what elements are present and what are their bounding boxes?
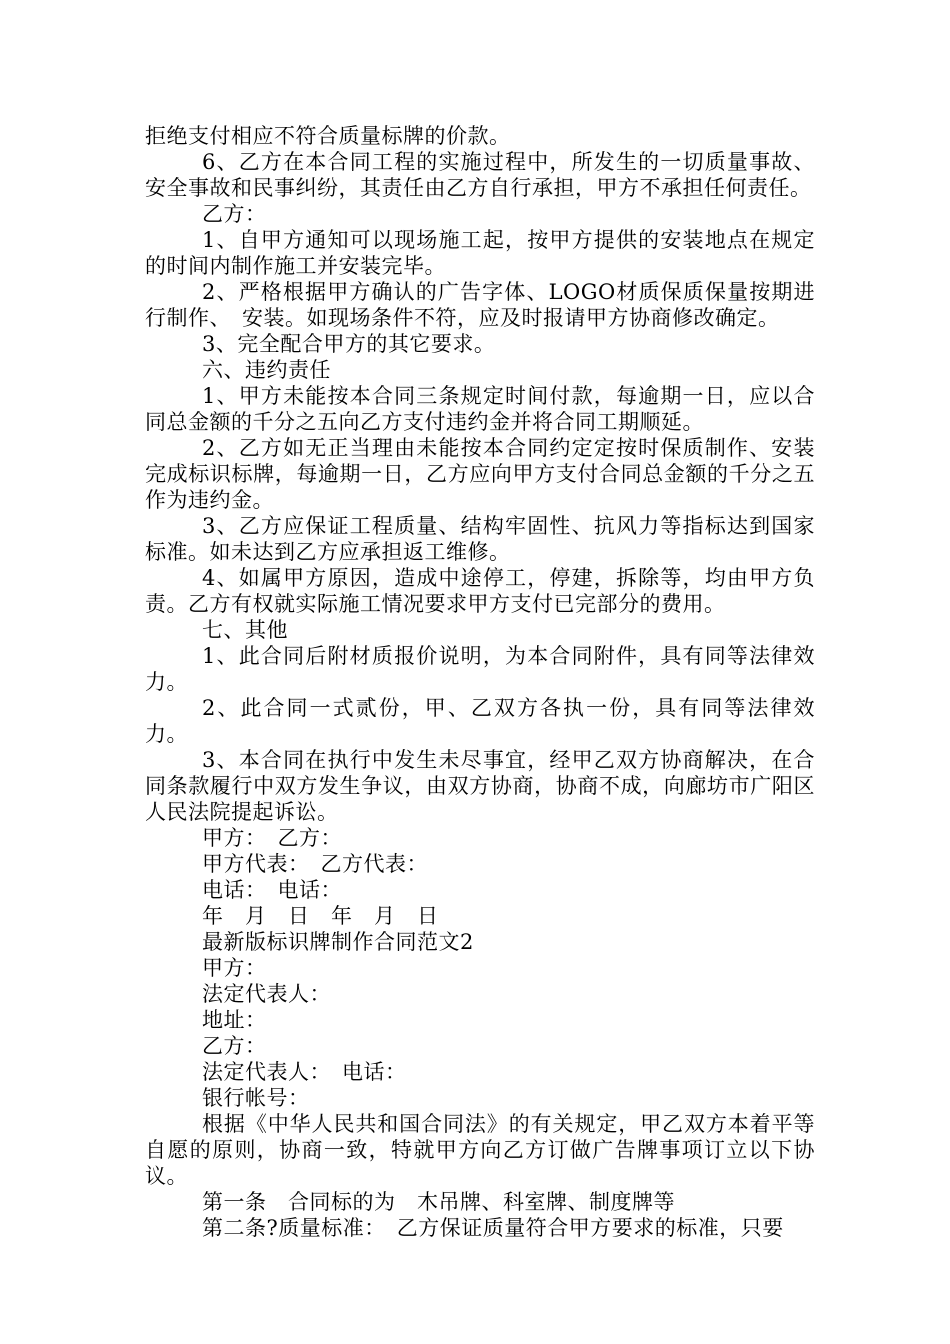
article: 第二条?质量标准： 乙方保证质量符合甲方要求的标准，只要 [202,1216,784,1240]
document-title: 最新版标识牌制作合同范文2 [202,930,474,954]
party-field: 地址： [202,1008,267,1032]
paragraph: 乙方： [202,202,267,226]
paragraph: 3、本合同在执行中发生未尽事宜，经甲乙双方协商解决，在合同条款履行中双方发生争议，由双方协商，协商不成，向廊坊市广阳区人民法院提起诉讼。 [145,748,815,824]
party-field: 乙方： [202,1034,267,1058]
paragraph: 拒绝支付相应不符合质量标牌的价款。 [145,124,511,148]
paragraph: 2、此合同一式贰份，甲、乙双方各执一份，具有同等法律效力。 [145,696,815,746]
article: 第一条 合同标的为 木吊牌、科室牌、制度牌等 [202,1190,675,1214]
paragraph: 3、乙方应保证工程质量、结构牢固性、抗风力等指标达到国家标准。如未达到乙方应承担返工维修。 [145,514,815,564]
party-field: 法定代表人： 电话： [202,1060,407,1084]
paragraph: 1、甲方未能按本合同三条规定时间付款，每逾期一日，应以合同总金额的千分之五向乙方支付违约金并将合同工期顺延。 [145,384,815,434]
date-line: 年 月 日 年 月 日 [202,904,439,928]
paragraph: 2、严格根据甲方确认的广告字体、LOGO材质保质保量按期进行制作、 安装。如现场条件不符，应及时报请甲方协商修改确定。 [145,280,815,330]
section-heading: 七、其他 [202,618,288,642]
paragraph: 2、乙方如无正当理由未能按本合同约定定按时保质制作、安装完成标识标牌，每逾期一日，乙方应向甲方支付合同总金额的千分之五作为违约金。 [145,436,815,512]
paragraph: 4、如属甲方原因，造成中途停工，停建，拆除等，均由甲方负责。乙方有权就实际施工情况要求甲方支付已完部分的费用。 [145,566,815,616]
paragraph: 1、此合同后附材质报价说明，为本合同附件，具有同等法律效力。 [145,644,815,694]
signature-line: 电话： 电话： [202,878,342,902]
signature-line: 甲方代表： 乙方代表： [202,852,428,876]
paragraph: 1、自甲方通知可以现场施工起，按甲方提供的安装地点在规定的时间内制作施工并安装完毕。 [145,228,815,278]
document-body [145,123,815,1241]
paragraph: 3、完全配合甲方的其它要求。 [202,332,496,356]
section-heading: 六、违约责任 [202,358,331,382]
party-field: 法定代表人： [202,982,331,1006]
signature-line: 甲方： 乙方： [202,826,342,850]
paragraph: 根据《中华人民共和国合同法》的有关规定，甲乙双方本着平等自愿的原则，协商一致，特就甲方向乙方订做广告牌事项订立以下协议。 [145,1112,815,1188]
party-field: 甲方： [202,956,267,980]
party-field: 银行帐号： [202,1086,310,1110]
paragraph: 6、乙方在本合同工程的实施过程中，所发生的一切质量事故、安全事故和民事纠纷，其责任由乙方自行承担，甲方不承担任何责任。 [145,150,815,200]
